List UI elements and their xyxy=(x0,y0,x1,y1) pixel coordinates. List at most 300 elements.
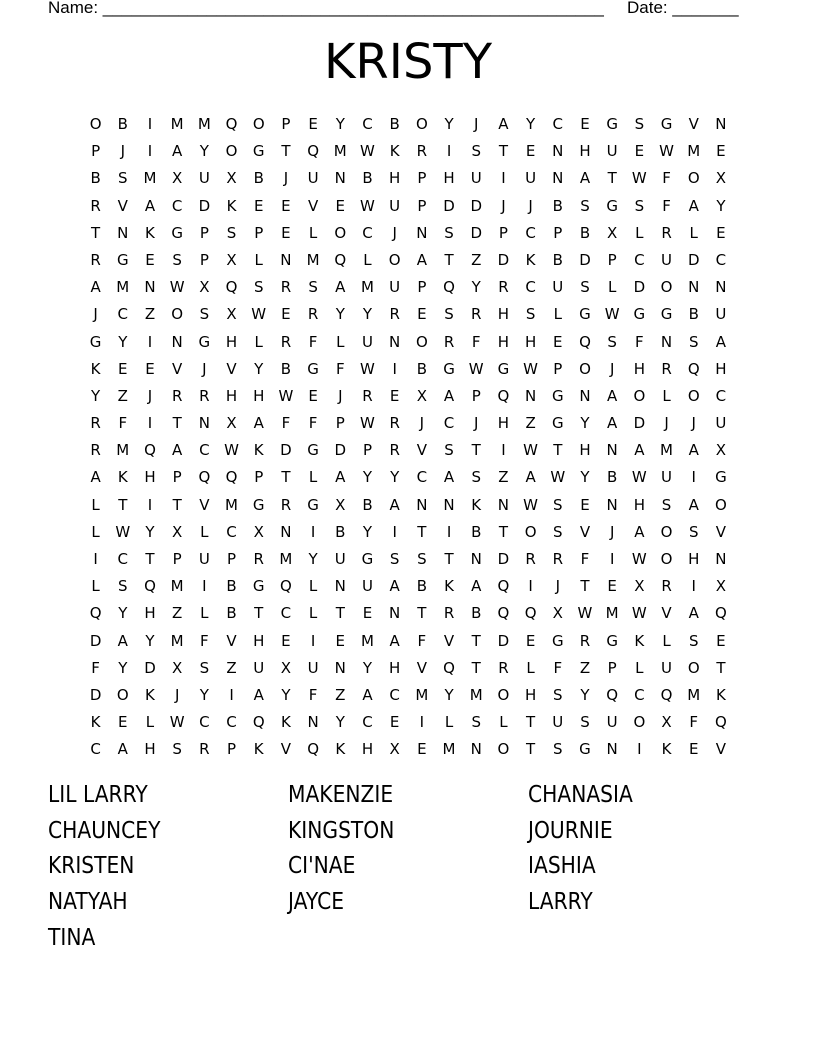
grid-cell: O xyxy=(171,305,184,324)
grid-cell: C xyxy=(525,278,536,297)
grid-cell: M xyxy=(116,441,130,460)
grid-cell: T xyxy=(471,658,481,677)
grid-cell: A xyxy=(362,685,373,704)
grid-cell: E xyxy=(525,142,536,161)
grid-cell: K xyxy=(90,713,101,732)
grid-cell: Y xyxy=(199,142,209,161)
grid-cell: H xyxy=(715,359,727,378)
grid-cell: Y xyxy=(308,550,318,568)
grid-cell: R xyxy=(552,550,563,568)
grid-cell: Y xyxy=(362,468,373,487)
grid-cell: T xyxy=(417,604,427,623)
grid-cell: L xyxy=(635,223,644,242)
grid-cell: C xyxy=(416,468,428,487)
grid-row xyxy=(82,709,735,736)
grid-cell: Y xyxy=(335,305,345,324)
grid-cell: X xyxy=(715,441,727,460)
grid-cell: W xyxy=(468,359,484,378)
grid-cell: M xyxy=(360,278,374,297)
grid-cell: Y xyxy=(526,115,536,133)
grid-cell: D xyxy=(633,414,646,433)
grid-cell: W xyxy=(631,550,647,568)
grid-cell: H xyxy=(253,386,265,405)
grid-cell: J xyxy=(147,386,153,405)
grid-cell: B xyxy=(688,305,699,324)
grid-cell: G xyxy=(551,386,564,405)
grid-cell: E xyxy=(253,196,264,215)
grid-cell: X xyxy=(172,169,183,188)
letter-grid xyxy=(82,111,735,764)
grid-cell: A xyxy=(471,577,482,596)
grid-cell: L xyxy=(689,223,698,242)
grid-cell: S xyxy=(226,223,237,242)
grid-cell: A xyxy=(688,604,699,623)
header-line xyxy=(48,0,748,18)
grid-cell: L xyxy=(499,713,508,732)
grid-cell: N xyxy=(389,604,401,623)
grid-cell: Q xyxy=(144,441,156,460)
grid-cell: F xyxy=(580,550,590,568)
grid-cell: Y xyxy=(335,115,345,133)
grid-cell: N xyxy=(334,169,346,188)
grid-cell: B xyxy=(90,169,101,188)
grid-cell: P xyxy=(553,359,563,378)
grid-cell: J xyxy=(174,685,180,704)
grid-cell: R xyxy=(661,359,672,378)
grid-cell: M xyxy=(116,278,130,297)
grid-cell: D xyxy=(633,278,646,297)
grid-cell: M xyxy=(442,740,456,759)
grid-cell: R xyxy=(579,631,591,650)
grid-cell: W xyxy=(360,414,375,433)
grid-cell: K xyxy=(280,713,291,732)
grid-cell: H xyxy=(497,414,510,433)
grid-cell: L xyxy=(336,332,345,351)
grid-cell: G xyxy=(715,468,727,487)
grid-cell: X xyxy=(607,223,618,242)
grid-cell: E xyxy=(607,577,617,596)
grid-cell: I xyxy=(147,414,153,433)
grid-row xyxy=(82,600,735,627)
grid-cell: E xyxy=(389,386,400,405)
grid-cell: R xyxy=(253,550,264,568)
grid-cell: H xyxy=(144,604,156,623)
grid-cell: P xyxy=(498,223,508,242)
grid-cell: R xyxy=(90,414,101,433)
grid-cell: B xyxy=(416,577,427,596)
grid-cell: E xyxy=(335,196,346,215)
grid-cell: V xyxy=(715,740,727,759)
grid-cell: C xyxy=(634,685,645,704)
grid-cell: M xyxy=(687,142,701,161)
grid-cell: T xyxy=(444,250,454,269)
grid-cell: B xyxy=(552,196,563,215)
grid-cell: W xyxy=(360,359,375,378)
grid-cell: R xyxy=(498,658,509,677)
grid-cell: P xyxy=(335,414,345,433)
grid-cell: B xyxy=(471,604,482,623)
grid-cell: Q xyxy=(660,685,673,704)
grid-cell: N xyxy=(552,169,564,188)
grid-cell: S xyxy=(553,495,563,514)
grid-cell: K xyxy=(117,468,128,487)
grid-cell: P xyxy=(227,740,237,759)
grid-cell: A xyxy=(335,468,346,487)
word-list-item: IASHIA xyxy=(528,853,596,880)
grid-cell: Q xyxy=(715,604,727,623)
grid-cell: W xyxy=(169,713,185,732)
grid-cell: E xyxy=(308,386,318,405)
grid-cell: C xyxy=(226,713,237,732)
grid-cell: J xyxy=(691,414,696,433)
grid-cell: U xyxy=(307,169,319,188)
grid-cell: N xyxy=(117,223,129,242)
grid-cell: A xyxy=(715,332,727,351)
grid-cell: E xyxy=(580,115,590,133)
grid-cell: C xyxy=(389,685,400,704)
grid-cell: W xyxy=(631,468,647,487)
grid-cell: X xyxy=(172,522,183,541)
grid-cell: R xyxy=(280,332,292,351)
grid-cell: Y xyxy=(145,631,155,650)
grid-cell: D xyxy=(280,441,292,460)
grid-cell: I xyxy=(446,142,452,161)
grid-cell: E xyxy=(362,604,373,623)
grid-cell: M xyxy=(306,250,320,269)
grid-cell: I xyxy=(147,332,153,351)
grid-cell: S xyxy=(118,577,128,596)
grid-cell: Q xyxy=(144,577,156,596)
grid-cell: Y xyxy=(91,386,101,405)
grid-cell: F xyxy=(308,414,318,433)
grid-cell: B xyxy=(552,250,563,269)
grid-cell: L xyxy=(254,332,263,351)
grid-cell: U xyxy=(661,658,673,677)
grid-cell: B xyxy=(471,522,482,541)
grid-cell: C xyxy=(199,441,210,460)
grid-cell: N xyxy=(606,740,618,759)
grid-cell: H xyxy=(361,740,374,759)
grid-cell: N xyxy=(579,386,591,405)
grid-cell: R xyxy=(661,223,672,242)
grid-cell: Q xyxy=(443,278,455,297)
grid-cell: W xyxy=(523,359,539,378)
grid-cell: F xyxy=(662,196,671,215)
grid-cell: V xyxy=(579,522,591,541)
grid-cell: S xyxy=(308,278,318,297)
grid-cell: O xyxy=(116,685,129,704)
grid-cell: N xyxy=(606,495,618,514)
grid-cell: L xyxy=(200,522,209,541)
grid-cell: L xyxy=(635,658,644,677)
grid-cell: I xyxy=(637,740,642,759)
grid-cell: M xyxy=(143,169,157,188)
grid-cell: U xyxy=(470,169,482,188)
grid-cell: F xyxy=(335,359,345,378)
grid-cell: U xyxy=(552,278,564,297)
grid-cell: P xyxy=(607,250,617,269)
grid-cell: I xyxy=(202,577,207,596)
grid-cell: V xyxy=(117,196,128,215)
grid-row xyxy=(82,682,735,709)
grid-cell: Y xyxy=(281,685,291,704)
grid-cell: N xyxy=(171,332,183,351)
grid-cell: M xyxy=(197,115,211,133)
grid-cell: T xyxy=(417,522,427,541)
grid-row xyxy=(82,111,735,138)
grid-cell: U xyxy=(606,713,618,732)
grid-cell: Y xyxy=(335,713,345,732)
grid-cell: I xyxy=(392,522,397,541)
grid-cell: R xyxy=(199,386,210,405)
grid-cell: Q xyxy=(524,604,537,623)
grid-cell: T xyxy=(335,604,345,623)
grid-cell: P xyxy=(471,386,481,405)
grid-cell: X xyxy=(226,414,237,433)
grid-cell: Z xyxy=(172,604,183,623)
grid-cell: I xyxy=(93,550,98,568)
grid-cell: Z xyxy=(117,386,128,405)
grid-row xyxy=(82,519,735,546)
grid-cell: S xyxy=(688,332,699,351)
word-list-item: CI'NAE xyxy=(288,853,356,880)
grid-cell: F xyxy=(689,713,699,732)
grid-cell: W xyxy=(604,305,620,324)
grid-cell: B xyxy=(362,169,373,188)
grid-cell: Q xyxy=(225,115,238,133)
grid-cell: I xyxy=(229,685,234,704)
grid-cell: C xyxy=(715,250,727,269)
grid-cell: J xyxy=(93,305,98,324)
grid-cell: S xyxy=(661,495,672,514)
grid-cell: G xyxy=(606,196,618,215)
grid-cell: L xyxy=(145,713,155,732)
grid-cell: P xyxy=(607,658,617,677)
grid-cell: B xyxy=(389,115,400,133)
grid-cell: L xyxy=(91,522,100,541)
grid-cell: C xyxy=(199,713,210,732)
grid-cell: H xyxy=(389,169,401,188)
grid-cell: J xyxy=(609,359,615,378)
grid-cell: N xyxy=(334,658,346,677)
grid-cell: U xyxy=(552,713,564,732)
grid-cell: E xyxy=(716,142,726,161)
grid-cell: S xyxy=(553,740,563,759)
grid-cell: Q xyxy=(579,332,591,351)
grid-cell: Y xyxy=(362,522,373,541)
grid-cell: R xyxy=(362,386,373,405)
grid-cell: M xyxy=(170,631,184,650)
grid-cell: U xyxy=(334,550,346,568)
grid-cell: F xyxy=(635,332,644,351)
grid-cell: H xyxy=(633,495,645,514)
grid-cell: D xyxy=(144,658,156,677)
grid-cell: M xyxy=(415,685,429,704)
grid-cell: X xyxy=(552,604,563,623)
grid-row xyxy=(82,193,735,220)
grid-cell: B xyxy=(362,495,373,514)
grid-cell: W xyxy=(523,495,539,514)
grid-cell: R xyxy=(199,740,210,759)
grid-cell: Q xyxy=(280,577,292,596)
grid-cell: P xyxy=(254,468,264,487)
grid-cell: T xyxy=(145,550,155,568)
grid-cell: J xyxy=(474,414,479,433)
grid-cell: Z xyxy=(144,305,156,324)
grid-cell: C xyxy=(552,115,564,133)
grid-cell: E xyxy=(281,223,291,242)
grid-cell: B xyxy=(280,359,292,378)
grid-cell: G xyxy=(116,250,129,269)
grid-cell: R xyxy=(90,196,101,215)
grid-cell: X xyxy=(389,740,400,759)
grid-cell: J xyxy=(501,196,506,215)
grid-cell: E xyxy=(688,740,699,759)
grid-cell: O xyxy=(497,740,510,759)
grid-row xyxy=(82,220,735,247)
grid-cell: C xyxy=(280,604,292,623)
grid-cell: X xyxy=(661,713,672,732)
grid-cell: H xyxy=(144,740,156,759)
grid-cell: Z xyxy=(525,414,536,433)
grid-cell: A xyxy=(416,250,427,269)
grid-cell: G xyxy=(252,142,265,161)
grid-cell: W xyxy=(169,278,185,297)
grid-cell: E xyxy=(118,359,128,378)
grid-cell: W xyxy=(360,196,375,215)
grid-cell: V xyxy=(661,604,672,623)
grid-cell: L xyxy=(308,468,318,487)
grid-cell: A xyxy=(498,115,509,133)
grid-cell: S xyxy=(525,305,536,324)
grid-cell: I xyxy=(501,441,506,460)
grid-cell: P xyxy=(254,223,264,242)
grid-cell: S xyxy=(389,550,400,568)
grid-cell: O xyxy=(633,386,646,405)
grid-cell: U xyxy=(525,169,537,188)
grid-cell: D xyxy=(198,196,211,215)
grid-cell: A xyxy=(117,740,128,759)
grid-cell: I xyxy=(147,495,153,514)
grid-row xyxy=(82,573,735,600)
grid-cell: L xyxy=(363,250,372,269)
grid-cell: X xyxy=(416,386,427,405)
grid-cell: C xyxy=(362,713,373,732)
grid-cell: A xyxy=(144,196,156,215)
grid-cell: Q xyxy=(334,250,347,269)
grid-cell: D xyxy=(579,250,591,269)
grid-cell: U xyxy=(715,414,727,433)
grid-cell: O xyxy=(524,522,537,541)
grid-cell: G xyxy=(660,115,673,133)
grid-cell: Y xyxy=(390,468,400,487)
grid-cell: G xyxy=(579,740,591,759)
grid-cell: X xyxy=(335,495,346,514)
grid-cell: K xyxy=(90,359,101,378)
grid-cell: Y xyxy=(118,658,128,677)
grid-cell: X xyxy=(280,658,292,677)
grid-cell: L xyxy=(662,631,671,650)
grid-cell: A xyxy=(634,522,645,541)
grid-cell: X xyxy=(253,522,264,541)
grid-cell: U xyxy=(389,278,401,297)
grid-cell: O xyxy=(687,169,700,188)
grid-cell: Q xyxy=(443,658,455,677)
grid-cell: D xyxy=(497,550,510,568)
grid-cell: E xyxy=(417,740,427,759)
word-list-item: CHAUNCEY xyxy=(48,817,161,844)
grid-cell: L xyxy=(662,386,671,405)
grid-cell: N xyxy=(389,332,401,351)
grid-cell: J xyxy=(609,522,615,541)
grid-cell: R xyxy=(498,278,509,297)
grid-cell: U xyxy=(389,196,401,215)
grid-cell: I xyxy=(147,115,153,133)
grid-cell: C xyxy=(443,414,455,433)
grid-cell: G xyxy=(606,115,618,133)
grid-cell: B xyxy=(335,522,346,541)
grid-cell: J xyxy=(664,414,669,433)
grid-cell: S xyxy=(118,169,128,188)
grid-cell: S xyxy=(444,223,454,242)
grid-cell: W xyxy=(659,142,674,161)
grid-cell: G xyxy=(198,332,211,351)
grid-cell: Z xyxy=(335,685,346,704)
grid-cell: Y xyxy=(716,196,726,215)
grid-cell: M xyxy=(279,550,293,568)
grid-cell: A xyxy=(634,441,645,460)
grid-cell: H xyxy=(389,658,401,677)
grid-cell: R xyxy=(307,305,319,324)
grid-cell: M xyxy=(333,142,347,161)
grid-cell: R xyxy=(90,441,101,460)
grid-cell: H xyxy=(579,142,591,161)
grid-cell: D xyxy=(470,196,482,215)
grid-cell: R xyxy=(443,604,455,623)
grid-cell: X xyxy=(226,250,237,269)
grid-cell: H xyxy=(225,386,238,405)
grid-cell: E xyxy=(335,631,346,650)
grid-cell: E xyxy=(716,223,726,242)
grid-cell: C xyxy=(90,740,101,759)
grid-cell: A xyxy=(688,441,699,460)
grid-cell: A xyxy=(172,142,183,161)
grid-cell: S xyxy=(580,713,590,732)
grid-row xyxy=(82,383,735,410)
grid-cell: O xyxy=(334,223,347,242)
grid-cell: B xyxy=(117,115,128,133)
grid-cell: K xyxy=(389,142,400,161)
grid-cell: A xyxy=(607,414,618,433)
grid-cell: R xyxy=(416,142,428,161)
grid-cell: N xyxy=(552,142,564,161)
grid-cell: P xyxy=(553,223,563,242)
grid-cell: I xyxy=(691,577,696,596)
grid-cell: C xyxy=(715,386,727,405)
grid-cell: S xyxy=(553,685,563,704)
grid-cell: R xyxy=(90,250,101,269)
grid-cell: N xyxy=(688,278,700,297)
grid-cell: A xyxy=(443,386,455,405)
grid-cell: A xyxy=(525,468,536,487)
grid-cell: C xyxy=(226,522,237,541)
grid-cell: X xyxy=(634,577,645,596)
grid-cell: M xyxy=(360,631,374,650)
grid-cell: I xyxy=(392,359,397,378)
grid-cell: L xyxy=(200,604,209,623)
grid-cell: B xyxy=(416,359,427,378)
grid-cell: Y xyxy=(580,414,590,433)
